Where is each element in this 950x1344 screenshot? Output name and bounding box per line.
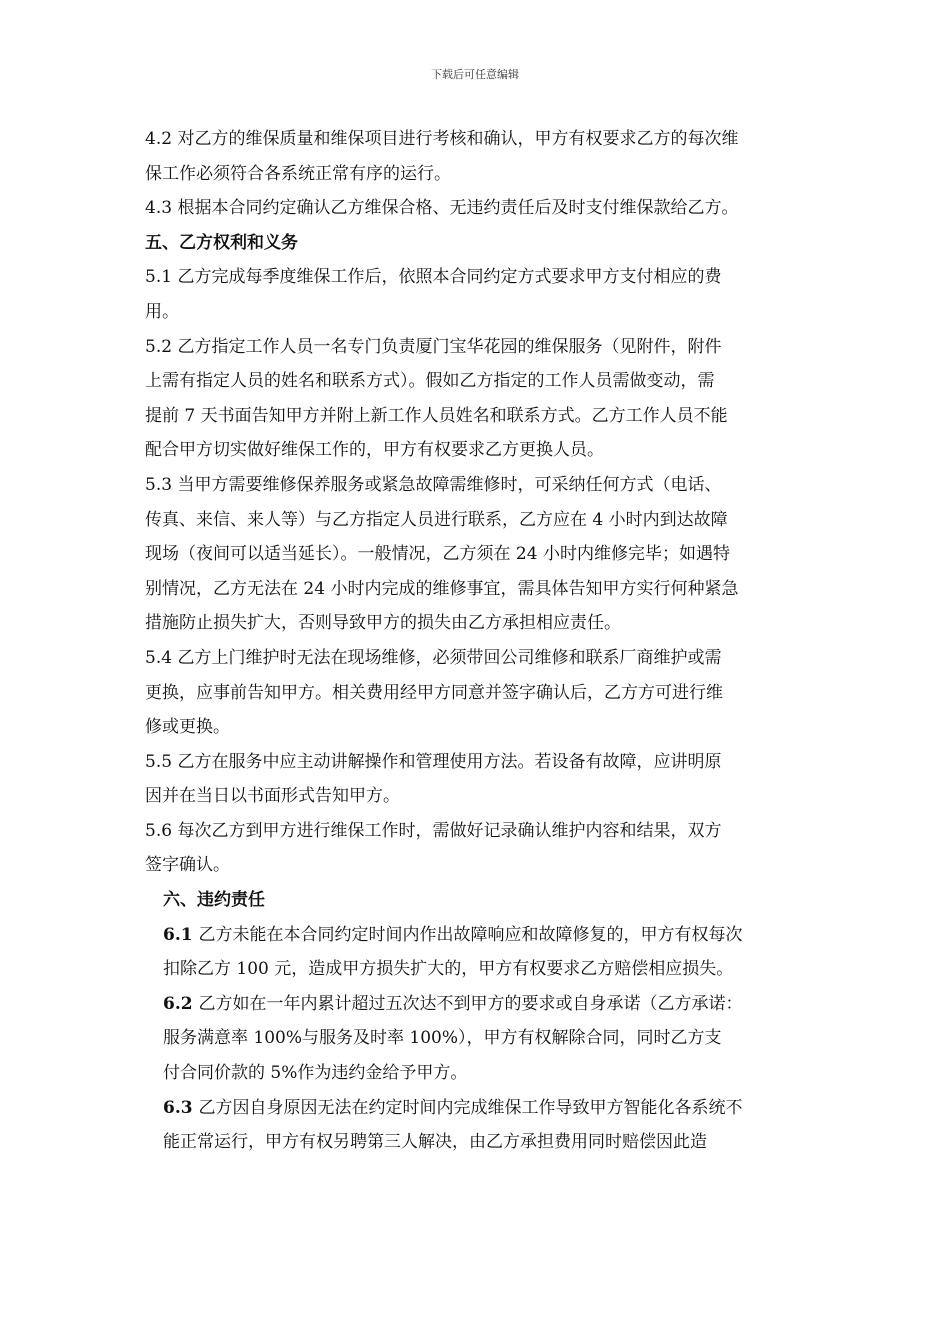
text-line: 配合甲方切实做好维保工作的，甲方有权要求乙方更换人员。 (145, 440, 604, 461)
text-line: 扣除乙方 100 元，造成甲方损失扩大的，甲方有权要求乙方赔偿相应损失。 (163, 959, 734, 980)
text-line: 5.2 乙方指定工作人员一名专门负责厦门宝华花园的维保服务（见附件，附件 (145, 336, 722, 357)
text-line: 修或更换。 (145, 717, 230, 738)
clause-paragraph (145, 641, 810, 745)
text-line: 5.3 当甲方需要维修保养服务或紧急故障需维修时，可采纳任何方式（电话、 (145, 474, 722, 495)
clause-number: 6.2 (163, 993, 199, 1014)
text-line: 上需有指定人员的姓名和联系方式）。假如乙方指定的工作人员需做变动，需 (145, 371, 715, 392)
clause-item (145, 918, 810, 987)
clause-number: 6.1 (163, 924, 199, 945)
text-line: 五、乙方权利和义务 (145, 232, 298, 253)
text-line: 能正常运行，甲方有权另聘第三人解决，由乙方承担费用同时赔偿因此造 (163, 1132, 707, 1153)
section-heading (145, 226, 810, 261)
clause-item (145, 987, 810, 1091)
clause-paragraph (145, 330, 810, 468)
text-line: 措施防止损失扩大，否则导致甲方的损失由乙方承担相应责任。 (145, 613, 621, 634)
text-line: 提前 7 天书面告知甲方并附上新工作人员姓名和联系方式。乙方工作人员不能 (145, 405, 728, 426)
text-line: 更换，应事前告知甲方。相关费用经甲方同意并签字确认后，乙方方可进行维 (145, 682, 723, 703)
text-line: 签字确认。 (145, 855, 230, 876)
clause-item (145, 1091, 810, 1160)
text-line: 乙方未能在本合同约定时间内作出故障响应和故障修复的，甲方有权每次 (198, 924, 743, 945)
clause-paragraph (145, 814, 810, 883)
text-line: 别情况，乙方无法在 24 小时内完成的维修事宜，需具体告知甲方实行何种紧急 (145, 578, 739, 599)
clause-paragraph (145, 468, 810, 641)
clause-number: 6.3 (163, 1097, 199, 1118)
clause-paragraph (145, 191, 810, 226)
text-line: 4.3 根据本合同约定确认乙方维保合格、无违约责任后及时支付维保款给乙方。 (145, 198, 739, 219)
document-body (145, 122, 810, 1160)
text-line: 4.2 对乙方的维保质量和维保项目进行考核和确认，甲方有权要求乙方的每次维 (145, 129, 739, 149)
text-line: 保工作必须符合各系统正常有序的运行。 (145, 163, 451, 184)
text-line: 付合同价款的 5%作为违约金给予甲方。 (163, 1063, 468, 1084)
page-header: 下载后可任意编辑 (431, 68, 519, 81)
clause-paragraph (145, 122, 810, 191)
text-line: 5.1 乙方完成每季度维保工作后，依照本合同约定方式要求甲方支付相应的费 (145, 267, 722, 288)
clause-paragraph (145, 260, 810, 329)
text-line: 现场（夜间可以适当延长）。一般情况，乙方须在 24 小时内维修完毕；如遇特 (145, 544, 730, 565)
text-line: 六、违约责任 (163, 890, 265, 911)
text-line: 因并在当日以书面形式告知甲方。 (145, 786, 400, 807)
section-heading (145, 883, 810, 918)
text-line: 用。 (145, 301, 179, 322)
text-line: 服务满意率 100%与服务及时率 100%），甲方有权解除合同，同时乙方支 (163, 1028, 722, 1049)
text-line: 乙方如在一年内累计超过五次达不到甲方的要求或自身承诺（乙方承诺： (198, 993, 743, 1014)
text-line: 5.6 每次乙方到甲方进行维保工作时，需做好记录确认维护内容和结果，双方 (145, 820, 722, 841)
text-line: 5.4 乙方上门维护时无法在现场维修，必须带回公司维修和联系厂商维护或需 (145, 647, 722, 668)
text-line: 5.5 乙方在服务中应主动讲解操作和管理使用方法。若设备有故障，应讲明原 (145, 751, 722, 772)
text-line: 乙方因自身原因无法在约定时间内完成维保工作导致甲方智能化各系统不 (198, 1097, 743, 1118)
text-line: 传真、来信、来人等）与乙方指定人员进行联系，乙方应在 4 小时内到达故障 (145, 509, 728, 530)
clause-paragraph (145, 745, 810, 814)
